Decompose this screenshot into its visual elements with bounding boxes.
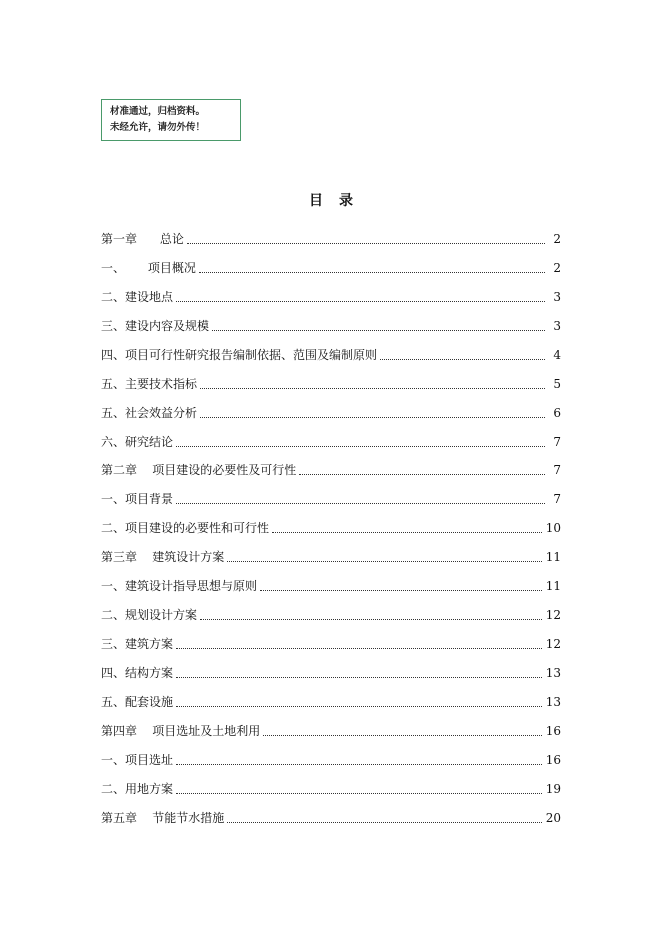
toc-entry[interactable] bbox=[101, 247, 561, 276]
stamp-line-2: 未经允许，请勿外传！ bbox=[110, 122, 206, 133]
toc-entry-label: 四、项目可行性研究报告编制依据、范围及编制原则 bbox=[101, 347, 378, 362]
toc-entry-label: 一、 项目概况 bbox=[101, 260, 196, 275]
toc-leader-dots bbox=[299, 473, 545, 475]
toc-entry-label: 第二章 项目建设的必要性及可行性 bbox=[101, 463, 297, 478]
toc-entry-page-number: 19 bbox=[545, 781, 561, 796]
toc-entry-label: 第五章 节能节水措施 bbox=[101, 810, 225, 825]
toc-entry-page-number: 13 bbox=[545, 666, 561, 680]
toc-entry-label: 五、主要技术指标 bbox=[101, 376, 198, 391]
toc-entry[interactable] bbox=[101, 478, 561, 507]
toc-leader-dots bbox=[200, 618, 542, 620]
toc-leader-dots bbox=[263, 734, 541, 736]
toc-entry[interactable] bbox=[101, 768, 561, 797]
toc-entry-label: 三、建筑方案 bbox=[101, 637, 174, 652]
toc-leader-dots bbox=[176, 763, 542, 765]
toc-entry[interactable] bbox=[101, 710, 561, 739]
toc-entry-page-number: 7 bbox=[553, 434, 561, 449]
toc-entry[interactable] bbox=[101, 305, 561, 334]
toc-entry[interactable] bbox=[101, 797, 561, 826]
toc-entry-page-number: 3 bbox=[553, 289, 561, 304]
toc-entry-label: 一、项目选址 bbox=[101, 752, 174, 767]
toc-entry-page-number: 16 bbox=[545, 752, 561, 767]
toc-leader-dots bbox=[187, 242, 545, 244]
toc-entry[interactable] bbox=[101, 363, 561, 392]
toc-leader-dots bbox=[212, 329, 545, 331]
toc-entry-page-number: 11 bbox=[545, 579, 561, 594]
toc-entry-label: 五、配套设施 bbox=[101, 694, 174, 709]
toc-entry-label: 五、社会效益分析 bbox=[101, 405, 198, 420]
toc-entry-page-number: 4 bbox=[553, 347, 561, 362]
toc-entry[interactable] bbox=[101, 276, 561, 305]
stamp-line-1: 材准通过，归档资料。 bbox=[110, 106, 206, 117]
toc-entry[interactable] bbox=[101, 681, 561, 710]
toc-entry-page-number: 3 bbox=[553, 318, 561, 333]
toc-leader-dots bbox=[227, 560, 541, 562]
toc-entry-label: 一、项目背景 bbox=[101, 492, 174, 507]
toc-leader-dots bbox=[176, 300, 545, 302]
toc-leader-dots bbox=[380, 358, 545, 360]
toc-entry[interactable] bbox=[101, 652, 561, 681]
toc-leader-dots bbox=[199, 271, 545, 273]
toc-entry[interactable] bbox=[101, 739, 561, 768]
toc-entry-label: 第四章 项目选址及土地利用 bbox=[101, 723, 261, 738]
toc-entry[interactable] bbox=[101, 334, 561, 363]
toc-leader-dots bbox=[227, 821, 541, 823]
toc-entry-label: 二、用地方案 bbox=[101, 781, 174, 796]
toc-entry-page-number: 20 bbox=[545, 810, 561, 825]
toc-entry[interactable] bbox=[101, 507, 561, 536]
toc-entry-label: 六、研究结论 bbox=[101, 434, 174, 449]
toc-leader-dots bbox=[200, 416, 545, 418]
toc-leader-dots bbox=[176, 676, 542, 678]
confidential-stamp bbox=[101, 99, 241, 141]
toc-entry-page-number: 5 bbox=[553, 376, 561, 391]
toc-entry[interactable] bbox=[101, 392, 561, 421]
toc-entry-page-number: 12 bbox=[545, 637, 561, 652]
toc-entry-page-number: 11 bbox=[545, 550, 561, 565]
toc-entry-page-number: 7 bbox=[553, 463, 561, 478]
toc-entry[interactable] bbox=[101, 421, 561, 450]
toc-entry-page-number: 16 bbox=[545, 723, 561, 738]
toc-leader-dots bbox=[200, 387, 545, 389]
toc-entry-label: 二、项目建设的必要性和可行性 bbox=[101, 521, 270, 536]
toc-entry-page-number: 13 bbox=[545, 694, 561, 709]
toc-entry-page-number: 7 bbox=[553, 492, 561, 507]
toc-entry-label: 二、建设地点 bbox=[101, 289, 174, 304]
toc-entry-page-number: 2 bbox=[553, 231, 561, 246]
toc-entry[interactable] bbox=[101, 450, 561, 479]
toc-leader-dots bbox=[260, 589, 542, 591]
toc-entry-label: 一、建筑设计指导思想与原则 bbox=[101, 579, 258, 594]
toc-entry-label: 二、规划设计方案 bbox=[101, 608, 198, 623]
toc-entry-page-number: 10 bbox=[545, 521, 561, 536]
toc-leader-dots bbox=[176, 792, 542, 794]
toc-entry[interactable] bbox=[101, 623, 561, 652]
toc-leader-dots bbox=[176, 647, 542, 649]
toc-entry-label: 第三章 建筑设计方案 bbox=[101, 550, 225, 565]
toc-entry[interactable] bbox=[101, 536, 561, 565]
toc-entry-label: 四、结构方案 bbox=[101, 666, 174, 680]
toc-entry-label: 三、建设内容及规模 bbox=[101, 318, 210, 333]
toc-leader-dots bbox=[176, 445, 545, 447]
table-of-contents bbox=[101, 218, 561, 826]
toc-entry-page-number: 2 bbox=[553, 260, 561, 275]
toc-entry-label: 第一章 总论 bbox=[101, 231, 184, 246]
toc-entry[interactable] bbox=[101, 594, 561, 623]
toc-entry-page-number: 6 bbox=[553, 405, 561, 420]
toc-leader-dots bbox=[176, 705, 542, 707]
toc-title: 目录 bbox=[309, 193, 369, 209]
toc-entry-page-number: 12 bbox=[545, 608, 561, 623]
toc-leader-dots bbox=[272, 531, 542, 533]
toc-leader-dots bbox=[176, 502, 545, 504]
toc-entry[interactable] bbox=[101, 218, 561, 247]
toc-entry[interactable] bbox=[101, 565, 561, 594]
